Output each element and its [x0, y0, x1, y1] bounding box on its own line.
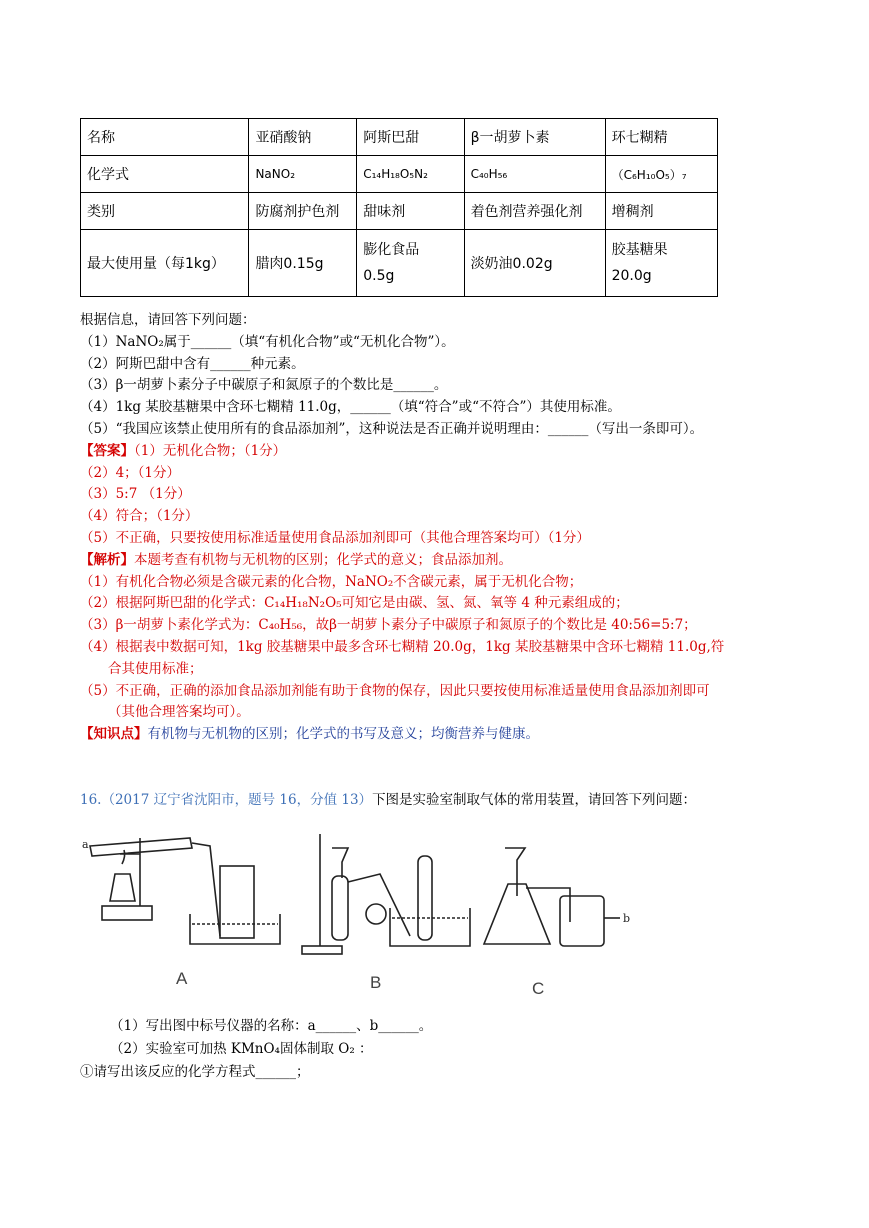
figure-label-b: B	[370, 973, 382, 992]
knowledge-text: 有机物与无机物的区别；化学式的书写及意义；均衡营养与健康。	[147, 726, 539, 743]
analysis-tag: 【解析】	[80, 551, 134, 568]
alcohol-lamp	[110, 874, 135, 901]
figure-label-c: C	[532, 979, 545, 998]
table-cell: 名称	[81, 119, 249, 156]
analysis-line: （1）有机化合物必须是含碳元素的化合物，NaNO₂不含碳元素，属于无机化合物；	[80, 573, 583, 590]
bead-bulb	[366, 904, 386, 924]
knowledge-line	[80, 724, 800, 746]
analysis-line: （5）不正确，正确的添加食品添加剂能有助于食物的保存，因此只要按使用标准适量使用食品添加剂即可	[80, 682, 710, 699]
analysis-line: （4）根据表中数据可知，1kg 胶基糖果中最多含环七糊精 20.0g，1kg 某胶基糖果中含环七糊精 11.0g,符	[80, 638, 725, 655]
table-cell: C₄₀H₅₆	[464, 156, 605, 193]
water-trough	[390, 908, 470, 946]
question-line: （2）阿斯巴甜中含有______种元素。	[80, 355, 305, 372]
analysis-line: （其他合理答案均可）。	[108, 704, 250, 721]
figure-label-a: A	[176, 969, 188, 988]
marker-b: b	[623, 912, 631, 925]
table-cell: C₁₄H₁₈O₅N₂	[357, 156, 464, 193]
test-tube	[332, 876, 348, 940]
knowledge-tag: 【知识点】	[80, 726, 148, 743]
question-16	[80, 788, 696, 808]
sub-question: （2）实验室可加热 KMnO₄固体制取 O₂ ：	[110, 1041, 373, 1057]
answer-line: （3）5:7 （1分）	[80, 486, 191, 503]
additive-table	[80, 118, 718, 297]
marker-a: a	[82, 838, 89, 851]
table-cell	[357, 230, 464, 297]
cell-line: 20.0g	[611, 268, 652, 284]
answer-line: （1）无机化合物；（1分）	[134, 442, 287, 459]
table-cell: NaNO₂	[249, 156, 357, 193]
table-cell: β一胡萝卜素	[464, 119, 605, 156]
table-cell: 增稠剂	[605, 193, 717, 230]
cell-line: 胶基糖果	[611, 242, 668, 258]
question-16-text: 下图是实验室制取气体的常用装置，请回答下列问题：	[372, 792, 697, 808]
answer-tag: 【答案】	[80, 442, 134, 459]
answer-line: （4）符合；（1分）	[80, 508, 199, 525]
cell-line: 膨化食品	[363, 242, 420, 258]
table-cell: 腊肉0.15g	[249, 230, 357, 297]
analysis-line: 合其使用标准；	[108, 660, 203, 677]
test-tube	[90, 838, 192, 856]
analysis-heading	[80, 550, 800, 572]
table-cell: 着色剂营养强化剂	[464, 193, 605, 230]
water-trough	[190, 914, 280, 944]
table-row	[81, 193, 718, 230]
question-16-number: 16.（2017 辽宁省沈阳市，题号 16，分值 13）	[80, 792, 373, 808]
delivery-tube	[192, 843, 220, 936]
table-cell: 甜味剂	[357, 193, 464, 230]
collection-tube	[418, 856, 432, 940]
analysis-line: （2）根据阿斯巴甜的化学式：C₁₄H₁₈N₂O₅可知它是由碳、氢、氮、氧等 4 种元素组成的；	[80, 595, 629, 612]
table-cell: （C₆H₁₀O₅）₇	[605, 156, 717, 193]
sub-question: ①请写出该反应的化学方程式______；	[80, 1064, 310, 1080]
table-cell: 最大使用量（每1kg）	[81, 230, 249, 297]
cell-line: 0.5g	[363, 268, 395, 284]
question-block	[80, 310, 800, 746]
separatory-funnel	[505, 848, 525, 896]
question-line: （5）“我国应该禁止使用所有的食品添加剂”，这种说法是否正确并说明理由：______（写出一条即可）。	[80, 420, 704, 437]
stand-base	[302, 946, 342, 954]
analysis-line: （3）β一胡萝卜素化学式为：C₄₀H₅₆，故β一胡萝卜素分子中碳原子和氮原子的个数比是 40:56=5:7；	[80, 617, 697, 634]
table-row	[81, 230, 718, 297]
funnel	[332, 848, 348, 878]
question-line: （3）β一胡萝卜素分子中碳原子和氮原子的个数比是______。	[80, 377, 448, 394]
sub-question: （1）写出图中标号仪器的名称：a______、b______。	[110, 1018, 433, 1034]
gas-jar	[220, 866, 254, 938]
table-row	[81, 156, 718, 193]
gas-bottle	[560, 896, 604, 946]
table-cell: 淡奶油0.02g	[464, 230, 605, 297]
table-cell: 防腐剂护色剂	[249, 193, 357, 230]
answer-heading	[80, 441, 800, 463]
question-line: （1）NaNO₂属于______（填“有机化合物”或“无机化合物”）。	[80, 333, 455, 350]
connecting-tube	[526, 888, 570, 922]
question-line: （4）1kg 某胶基糖果中含环七糊精 11.0g，______（填“符合”或“不符合”）其使用标准。	[80, 399, 621, 416]
intro-text: 根据信息，请回答下列问题：	[80, 312, 256, 328]
table-cell: 环七糊精	[605, 119, 717, 156]
table-cell: 阿斯巴甜	[357, 119, 464, 156]
table-row	[81, 119, 718, 156]
table-cell	[605, 230, 717, 297]
table-cell: 类别	[81, 193, 249, 230]
flame	[122, 850, 125, 864]
table-cell: 化学式	[81, 156, 249, 193]
answer-line: （5）不正确，只要按使用标准适量使用食品添加剂即可（其他合理答案均可）（1分）	[80, 529, 590, 546]
table-cell: 亚硝酸钠	[249, 119, 357, 156]
analysis-line: 本题考查有机物与无机物的区别；化学式的意义；食品添加剂。	[134, 551, 512, 568]
stand-base	[102, 906, 152, 920]
lab-apparatus-figure	[80, 826, 640, 1006]
answer-line: （2）4；（1分）	[80, 464, 181, 481]
